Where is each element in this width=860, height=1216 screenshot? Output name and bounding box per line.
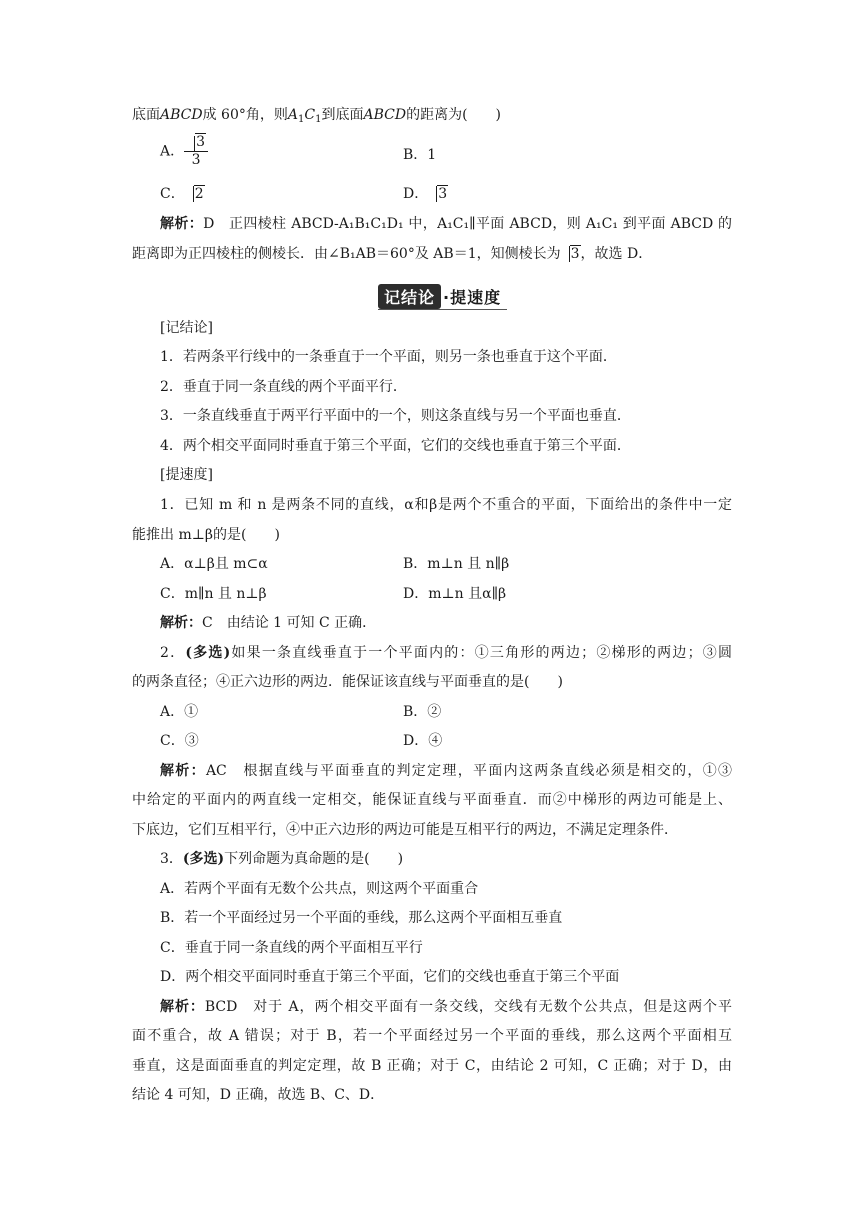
option-c: C． 2 (160, 186, 204, 202)
banner-light-label: ·提速度 (443, 287, 502, 307)
solution-line: 解析：C 由结论 1 可知 C 正确． (160, 615, 377, 631)
option-c: C．③ (160, 733, 199, 749)
option-a: A． $\frac{3}{3}$ (160, 134, 208, 169)
option-row (160, 584, 732, 604)
question-stem: 能推出 m⊥β的是( ) (132, 527, 280, 543)
question-stem: 的两条直径；④正六边形的两边．能保证该直线与平面垂直的是( ) (132, 674, 563, 690)
conclusion-item: 2．垂直于同一条直线的两个平面平行． (160, 379, 407, 395)
option-a: A．α⊥β且 m⊂α (160, 556, 268, 572)
option-c: C．m∥n 且 n⊥β (160, 586, 267, 602)
section-heading: [记结论] (160, 320, 213, 336)
option-row (160, 731, 732, 751)
option-row (160, 702, 732, 722)
conclusion-item: 3．一条直线垂直于两平行平面中的一个，则这条直线与另一个平面也垂直． (160, 408, 631, 424)
option-d: D．m⊥n 且α∥β (403, 586, 507, 602)
question-stem-continued: 底面ABCD成 60°角，则$A_1C_1$到底面ABCD的距离为( ) (132, 107, 502, 125)
option-d: D．两个相交平面同时垂直于第三个平面，它们的交线也垂直于第三个平面 (160, 969, 620, 985)
solution-line: 中给定的平面内的两直线一定相交，能保证直线与平面垂直．而②中梯形的两边可能是上、 (132, 792, 732, 808)
section-banner (378, 283, 507, 310)
solution-line: 下底边，它们互相平行，④中正六边形的两边可能是互相平行的两边，不满足定理条件． (132, 822, 678, 838)
option-c: C．垂直于同一条直线的两个平面相互平行 (160, 940, 423, 956)
option-a: A．① (160, 704, 199, 720)
solution-line: 垂直，这是面面垂直的判定定理，故 B 正确；对于 C，由结论 2 可知，C 正确；对于 D，由 (132, 1058, 732, 1074)
option-b: B．m⊥n 且 n∥β (403, 556, 510, 572)
question-stem: 1．已知 m 和 n 是两条不同的直线，α和β是两个不重合的平面，下面给出的条件中一定 (160, 497, 732, 513)
solution-line: 解析：D 正四棱柱 ABCD-A₁B₁C₁D₁ 中，A₁C₁∥平面 ABCD，则 A₁C₁ 到平面 ABCD 的 (160, 216, 732, 232)
solution-line: 结论 4 可知，D 正确，故选 B、C、D． (132, 1087, 385, 1103)
question-stem: 3．(多选)下列命题为真命题的是( ) (160, 851, 404, 867)
option-b: B．1 (403, 147, 437, 163)
solution-line: 面不重合，故 A 错误；对于 B，若一个平面经过另一个平面的垂线，那么这两个平面相互 (132, 1028, 732, 1044)
option-d: D． 3 (403, 186, 448, 202)
option-d: D．④ (403, 733, 443, 749)
conclusion-item: 1．若两条平行线中的一条垂直于一个平面，则另一条也垂直于这个平面． (160, 349, 617, 365)
option-a: A．若两个平面有无数个公共点，则这两个平面重合 (160, 881, 479, 897)
solution-line: 解析：BCD 对于 A，两个相交平面有一条交线，交线有无数个公共点，但是这两个平 (160, 999, 733, 1015)
option-row (160, 554, 732, 574)
solution-line: 距离即为正四棱柱的侧棱长．由∠B₁AB＝60°及 AB＝1，知侧棱长为 3，故选 D． (132, 246, 653, 262)
conclusion-item: 4．两个相交平面同时垂直于第三个平面，它们的交线也垂直于第三个平面． (160, 438, 631, 454)
question-stem: 2．(多选)如果一条直线垂直于一个平面内的：①三角形的两边；②梯形的两边；③圆 (160, 645, 732, 661)
option-row (160, 134, 732, 176)
option-b: B．若一个平面经过另一个平面的垂线，那么这两个平面相互垂直 (160, 910, 563, 926)
solution-line: 解析：AC 根据直线与平面垂直的判定定理，平面内这两条直线必须是相交的，①③ (160, 763, 732, 779)
option-row (160, 184, 732, 204)
option-b: B．② (403, 704, 442, 720)
banner-dark-label: 记结论 (378, 284, 441, 309)
section-heading: [提速度] (160, 467, 213, 483)
